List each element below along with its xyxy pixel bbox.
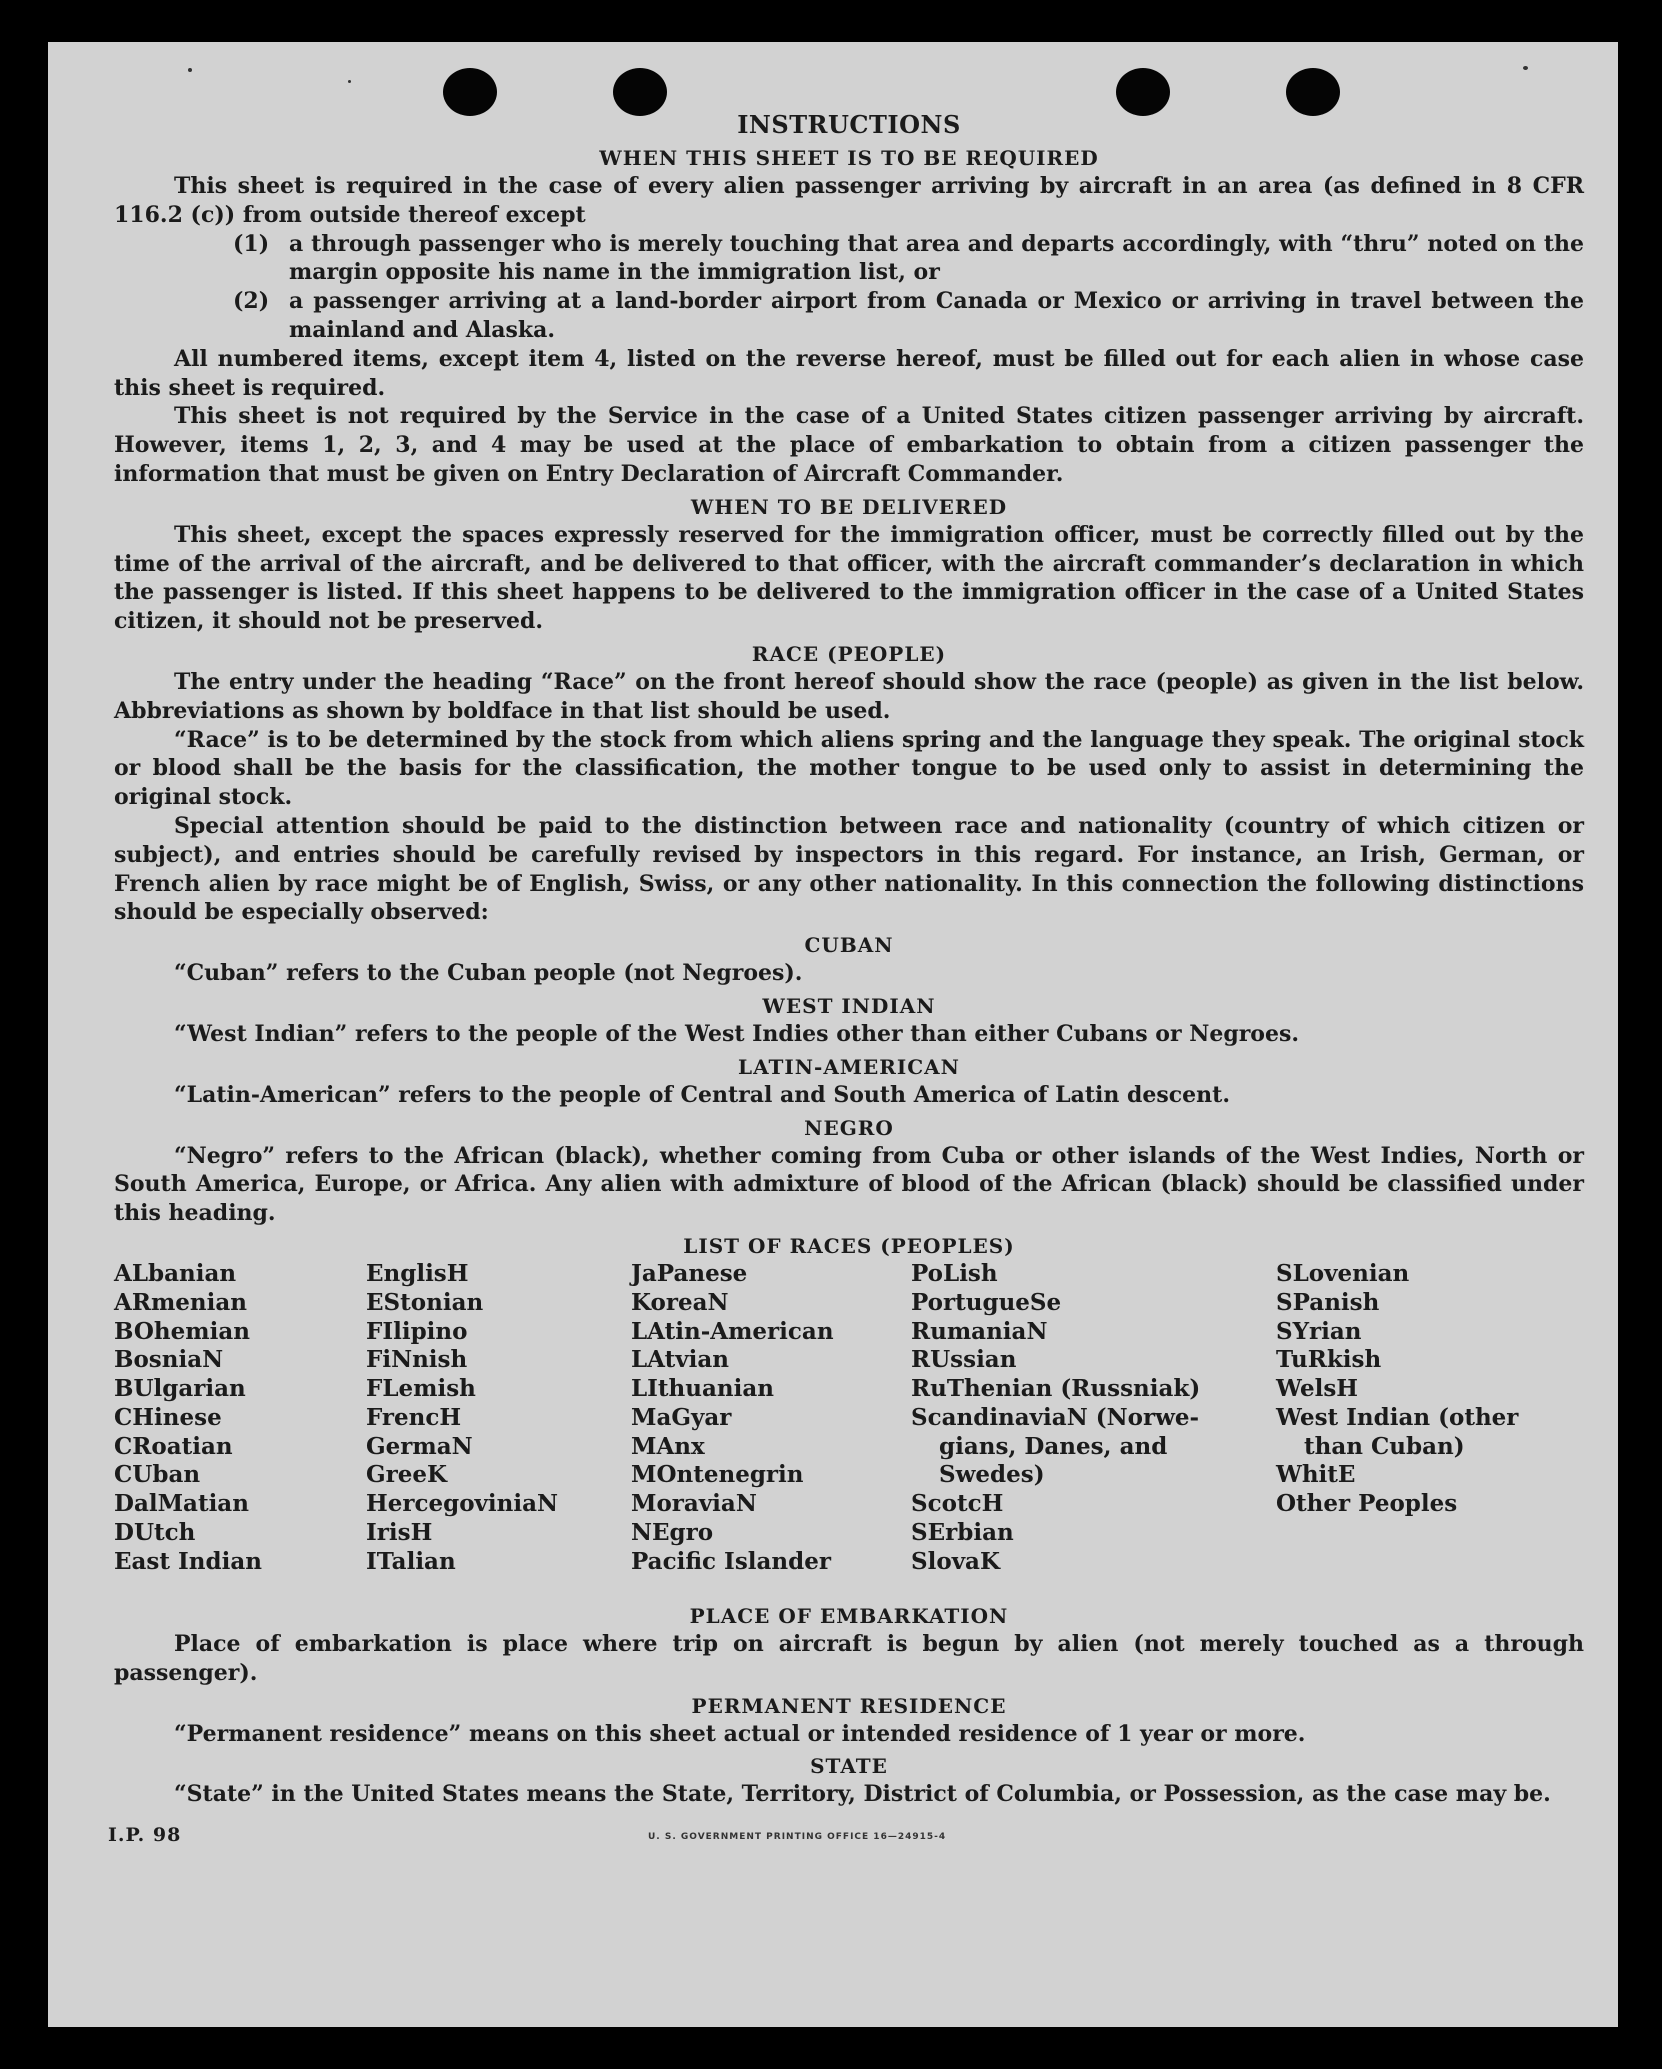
- document-sheet: [48, 42, 1618, 2027]
- race-entry: MOntenegrin: [631, 1461, 804, 1489]
- paragraph-items: All numbered items, except item 4, listed on the reverse hereof, must be filled out for each alien in whose case this sheet is required.: [114, 345, 1584, 401]
- form-number: I.P. 98: [108, 1824, 182, 1846]
- exception-text: a passenger arriving at a land-border airport from Canada or Mexico or arriving in travel between the mainland and Alaska.: [289, 288, 1584, 343]
- paragraph-delivered: This sheet, except the spaces expressly reserved for the immigration officer, must be correctly filled out by the time of the arrival of the aircraft, and be delivered to that officer, with the aircraft commander’s declaration in which the passenger is listed. If this sheet happens to be delivered to the immigration officer in the case of a United States citizen, it should not be preserved.: [114, 521, 1584, 635]
- definition-latin-american: “Latin-American” refers to the people of Central and South America of Latin descent.: [174, 1081, 1230, 1108]
- race-column-2: [366, 1260, 558, 1577]
- race-entry: GreeK: [366, 1461, 448, 1489]
- definition-residence: “Permanent residence” means on this sheet actual or intended residence of 1 year or more.: [174, 1720, 1306, 1747]
- race-entry: MaGyar: [631, 1403, 732, 1431]
- race-entry: PortugueSe: [911, 1288, 1062, 1316]
- speck: [348, 80, 351, 83]
- race-entry: ScotcH: [911, 1490, 1004, 1518]
- race-entry: BOhemian: [114, 1317, 250, 1345]
- race-entry: IrisH: [366, 1519, 433, 1547]
- race-entry: EStonian: [366, 1288, 484, 1316]
- definition-negro: “Negro” refers to the African (black), whether coming from Cuba or other islands of the West Indies, North or South America, Europe, or Africa. Any alien with admixture of blood of the African (black) should be classified under this heading.: [114, 1142, 1584, 1227]
- instructions-content: [114, 110, 1584, 1809]
- race-entry: CHinese: [114, 1403, 222, 1431]
- printer-imprint: U. S. GOVERNMENT PRINTING OFFICE 16—24915-4: [648, 1832, 947, 1842]
- section-heading-west-indian: WEST INDIAN: [762, 993, 936, 1018]
- race-entry: ScandinaviaN (Norwe-: [911, 1403, 1200, 1431]
- race-entry: LAtin-American: [631, 1317, 834, 1345]
- punch-hole: [443, 68, 497, 116]
- paragraph-race-3: Special attention should be paid to the distinction between race and nationality (country of which citizen or subject), and entries should be carefully revised by inspectors in this regard. For instance, an Irish, German, or French alien by race might be of English, Swiss, or any other nationality. In this connection the following distinctions should be especially observed:: [114, 812, 1584, 926]
- race-entry: Other Peoples: [1276, 1490, 1458, 1518]
- punch-hole: [613, 68, 667, 116]
- section-heading-embarkation: PLACE OF EMBARKATION: [689, 1603, 1009, 1628]
- race-entry: FiNnish: [366, 1346, 468, 1374]
- race-entry: SPanish: [1276, 1288, 1380, 1316]
- exception-number: (2): [233, 288, 270, 315]
- race-entry: FrencH: [366, 1403, 462, 1431]
- definition-state: “State” in the United States means the State, Territory, District of Columbia, or Possession, as the case may be.: [174, 1781, 1551, 1808]
- race-entry: DUtch: [114, 1519, 196, 1547]
- section-heading-residence: PERMANENT RESIDENCE: [691, 1693, 1007, 1718]
- race-entry: EnglisH: [366, 1259, 469, 1287]
- race-entry: CRoatian: [114, 1432, 233, 1460]
- race-list: [114, 1260, 1584, 1598]
- race-entry: SErbian: [911, 1519, 1014, 1547]
- page-title: INSTRUCTIONS: [737, 110, 961, 139]
- race-entry: BUlgarian: [114, 1375, 246, 1403]
- race-column-3: [631, 1260, 834, 1577]
- race-entry: MoraviaN: [631, 1490, 757, 1518]
- race-entry: than Cuban): [1304, 1432, 1465, 1460]
- race-entry: ITalian: [366, 1547, 456, 1575]
- punch-hole: [1116, 68, 1170, 116]
- section-heading-state: STATE: [810, 1754, 888, 1779]
- race-entry: ALbanian: [114, 1259, 237, 1287]
- race-entry: JaPanese: [631, 1259, 748, 1287]
- race-column-4: [911, 1260, 1200, 1577]
- paragraph-embarkation: Place of embarkation is place where trip on aircraft is begun by alien (not merely touched as a through passenger).: [114, 1630, 1584, 1686]
- race-entry: GermaN: [366, 1432, 473, 1460]
- race-entry: gians, Danes, and: [939, 1432, 1168, 1460]
- punch-hole: [1286, 68, 1340, 116]
- race-entry: SlovaK: [911, 1547, 1000, 1575]
- exception-item-1: [114, 230, 1584, 288]
- race-entry: MAnx: [631, 1432, 705, 1460]
- race-entry: LIthuanian: [631, 1375, 774, 1403]
- race-entry: PoLish: [911, 1259, 998, 1287]
- race-entry: KoreaN: [631, 1288, 729, 1316]
- race-entry: TuRkish: [1276, 1346, 1382, 1374]
- exception-text: a through passenger who is merely touching that area and departs accordingly, with “thru” noted on the margin opposite his name in the immigration list, or: [289, 230, 1584, 286]
- race-entry: RUssian: [911, 1346, 1017, 1374]
- race-entry: SYrian: [1276, 1317, 1362, 1345]
- race-entry: Pacific Islander: [631, 1547, 831, 1575]
- paragraph-not-required: This sheet is not required by the Service in the case of a United States citizen passenger arriving by aircraft. However, items 1, 2, 3, and 4 may be used at the place of embarkation to obtain from a citizen passenger the information that must be given on Entry Declaration of Aircraft Commander.: [114, 403, 1584, 487]
- section-heading-cuban: CUBAN: [804, 933, 894, 958]
- race-entry: BosniaN: [114, 1346, 224, 1374]
- speck: [188, 68, 192, 72]
- race-entry: LAtvian: [631, 1346, 729, 1374]
- race-entry: NEgro: [631, 1519, 714, 1547]
- section-heading-race-list: LIST OF RACES (PEOPLES): [683, 1233, 1015, 1258]
- race-entry: East Indian: [114, 1547, 262, 1575]
- race-entry: Swedes): [939, 1461, 1045, 1489]
- section-heading-race: RACE (PEOPLE): [751, 641, 947, 666]
- paragraph-race-2: “Race” is to be determined by the stock from which aliens spring and the language they speak. The original stock or blood shall be the basis for the classification, the mother tongue to be used only to assist in determining the original stock.: [114, 726, 1584, 811]
- paragraph-race-1: The entry under the heading “Race” on the front hereof should show the race (people) as given in the list below. Abbreviations as shown by boldface in that list should be used.: [114, 668, 1584, 724]
- race-entry: WelsH: [1276, 1375, 1359, 1403]
- paragraph-required: This sheet is required in the case of every alien passenger arriving by aircraft in an area (as defined in 8 CFR 116.2 (c)) from outside thereof except: [114, 173, 1584, 228]
- definition-west-indian: “West Indian” refers to the people of the West Indies other than either Cubans or Negroes.: [174, 1020, 1300, 1047]
- race-entry: ARmenian: [114, 1288, 248, 1316]
- race-column-1: [114, 1260, 262, 1577]
- exception-item-2: [114, 287, 1584, 345]
- race-entry: HercegoviniaN: [366, 1490, 559, 1518]
- race-entry: West Indian (other: [1276, 1403, 1519, 1431]
- section-heading-negro: NEGRO: [804, 1115, 894, 1140]
- race-entry: RuThenian (Russniak): [911, 1375, 1201, 1403]
- race-entry: WhitE: [1276, 1461, 1356, 1489]
- race-entry: CUban: [114, 1461, 201, 1489]
- race-entry: RumaniaN: [911, 1317, 1048, 1345]
- speck: [1523, 66, 1528, 70]
- definition-cuban: “Cuban” refers to the Cuban people (not Negroes).: [174, 960, 803, 987]
- section-heading-required: WHEN THIS SHEET IS TO BE REQUIRED: [599, 146, 1099, 170]
- race-entry: FLemish: [366, 1375, 476, 1403]
- section-heading-delivered: WHEN TO BE DELIVERED: [690, 494, 1008, 519]
- race-entry: SLovenian: [1276, 1259, 1410, 1287]
- race-entry: FIlipino: [366, 1317, 468, 1345]
- exception-number: (1): [233, 230, 270, 257]
- race-column-5: [1276, 1260, 1518, 1519]
- race-entry: DalMatian: [114, 1490, 249, 1518]
- section-heading-latin-american: LATIN-AMERICAN: [738, 1054, 960, 1079]
